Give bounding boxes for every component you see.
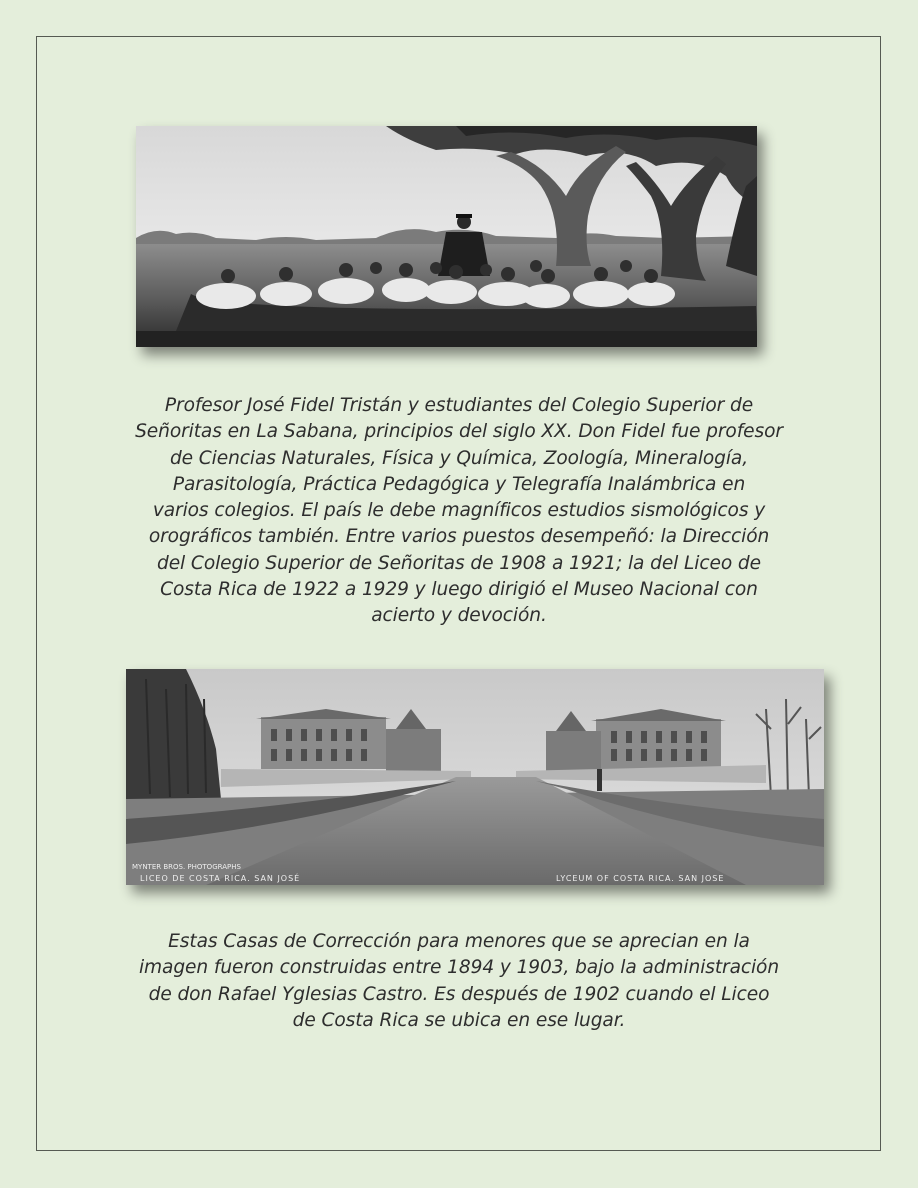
photo-publisher-inscription: MYNTER BROS. PHOTOGRAPHS [132,863,241,871]
caption-line: de don Rafael Yglesias Castro. Es después de 1902 cuando el Liceo [148,983,770,1005]
caption-line: Profesor José Fidel Tristán y estudiantes del Colegio Superior de [164,395,754,416]
caption-line: acierto y devoción. [371,605,547,627]
caption-line: Señoritas en La Sabana, principios del siglo XX. Don Fidel fue profesor [135,421,783,443]
caption-line: de Costa Rica se ubica en ese lugar. [292,1009,626,1031]
caption-line: del Colegio Superior de Señoritas de 1908 a 1921; la del Liceo de [157,552,761,574]
students-photo [136,126,757,347]
caption-line: imagen fueron construidas entre 1894 y 1903, bajo la administración [138,957,780,979]
caption-line: Estas Casas de Corrección para menores que se aprecian en la [168,931,750,952]
liceo-photo-image [126,669,824,885]
liceo-photo-caption [100,929,818,1034]
liceo-photo [126,669,824,885]
caption-line: orográficos también. Entre varios puestos desempeñó: la Dirección [148,526,770,548]
caption-line: de Ciencias Naturales, Física y Química, Zoología, Mineralogía, [169,447,749,469]
caption-line: varios colegios. El país le debe magníficos estudios sismológicos y [152,500,766,522]
caption-line: Parasitología, Práctica Pedagógica y Telegrafía Inalámbrica en [172,473,746,495]
students-photo-image [136,126,757,347]
caption-line: Costa Rica de 1922 a 1929 y luego dirigió el Museo Nacional con [160,579,758,601]
photo-left-inscription: LICEO DE COSTA RICA. SAN JOSÉ [140,874,301,883]
students-photo-caption [100,393,818,630]
photo-right-inscription: LYCEUM OF COSTA RICA. SAN JOSE [556,874,725,883]
